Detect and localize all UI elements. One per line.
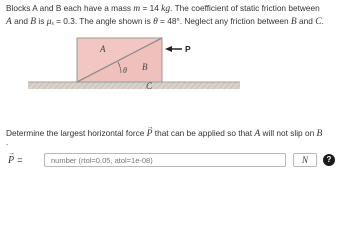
problem-text: . [321, 15, 324, 26]
problem-text: . The coefficient of static friction between [170, 3, 320, 13]
label-b: B [142, 62, 148, 72]
label-theta: θ [123, 66, 127, 75]
problem-text: = 48°. Neglect any friction between [157, 15, 291, 26]
problem-text: Blocks A and B each have a mass [6, 3, 134, 13]
block-a-ref: A [254, 129, 261, 139]
question-text [6, 123, 323, 139]
problem-text: is [36, 15, 47, 26]
problem-text: = 0.3. The angle shown is [53, 15, 154, 26]
problem-line-1 [6, 3, 348, 16]
label-c: C [146, 81, 153, 91]
problem-text: = 14 [140, 3, 162, 13]
answer-label [8, 149, 23, 166]
problem-text: and [296, 15, 316, 26]
force-vector-symbol: → P [8, 149, 15, 166]
surface-c-ref: C [315, 16, 322, 27]
theta-variable: θ [153, 16, 158, 27]
question-part: Determine the largest horizontal force [6, 128, 147, 138]
ground-surface [28, 82, 240, 89]
label-a: A [100, 44, 106, 54]
mass-unit: kg [161, 4, 171, 14]
mass-variable: m [133, 4, 141, 14]
block-a-ref: A [6, 16, 12, 27]
problem-line-2 [6, 16, 348, 31]
block-b-ref: B [30, 16, 37, 27]
equals-sign: = [17, 155, 23, 165]
question-part: that can be applied so that [152, 128, 255, 138]
force-vector-symbol: → P [146, 123, 154, 139]
problem-text: and [11, 15, 31, 26]
block-diagram [22, 36, 312, 92]
question-part: will not slip on [260, 128, 317, 138]
help-icon[interactable]: ? [323, 154, 335, 166]
mu-symbol: μs [46, 16, 54, 27]
bullet-dot: . [6, 138, 9, 147]
answer-input[interactable] [44, 153, 286, 167]
block-b-ref: B [316, 129, 323, 139]
block-b-ref: B [290, 16, 297, 27]
problem-statement [6, 3, 348, 30]
answer-row [6, 149, 344, 170]
unit-box: N [293, 153, 317, 167]
force-arrow-head [165, 46, 172, 52]
label-p: P [185, 44, 191, 54]
